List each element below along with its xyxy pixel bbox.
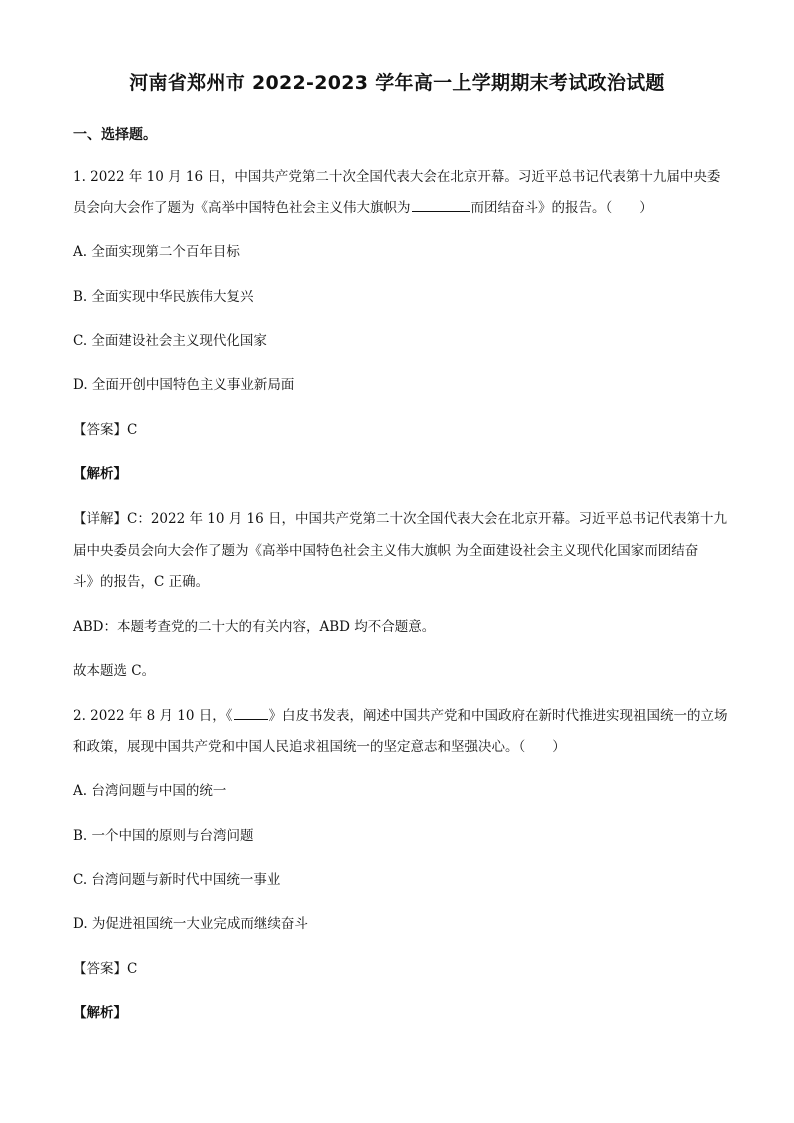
analysis-label: 【解析】	[73, 1005, 127, 1021]
question-2-option-b: B. 一个中国的原则与台湾问题	[73, 828, 254, 844]
question-2-stem-line-1	[73, 706, 733, 726]
question-1-option-b: B. 全面实现中华民族伟大复兴	[73, 289, 254, 305]
question-1-conclusion: 故本题选 C。	[73, 663, 156, 679]
question-1-blank	[412, 199, 470, 212]
question-1-detail-line-3: 斗》的报告，C 正确。	[73, 574, 210, 590]
page-title: 河南省郑州市 2022-2023 学年高一上学期期末考试政治试题	[129, 72, 665, 94]
question-2-analysis-label	[73, 1003, 733, 1023]
answer-value: C	[127, 422, 138, 438]
question-2-stem-line-2: 和政策，展现中国共产党和中国人民追求祖国统一的坚定意志和坚强决心。（ ）	[73, 739, 566, 755]
question-2-blank	[234, 707, 268, 720]
answer-value: C	[127, 961, 138, 977]
section-heading: 一、选择题。	[73, 127, 157, 143]
question-2-stem-line-1-pre: 2. 2022 年 8 月 10 日，《	[73, 708, 233, 724]
question-1-answer	[73, 420, 733, 440]
question-1-detail-line-1: 【详解】C：2022 年 10 月 16 日，中国共产党第二十次全国代表大会在北京开幕。习近平总书记代表第十九	[73, 511, 727, 527]
question-2-option-a: A. 台湾问题与中国的统一	[73, 783, 227, 799]
question-1-detail-line-2: 届中央委员会向大会作了题为《高举中国特色社会主义伟大旗帜 为全面建设社会主义现代化国家而团结奋	[73, 543, 699, 559]
question-2-answer	[73, 959, 733, 979]
question-1-detail-line-4: ABD：本题考查党的二十大的有关内容，ABD 均不合题意。	[73, 619, 436, 635]
answer-label: 【答案】	[73, 422, 127, 438]
question-1-stem-line-2-post: 而团结奋斗》的报告。（ ）	[470, 200, 653, 216]
question-2-option-d: D. 为促进祖国统一大业完成而继续奋斗	[73, 916, 308, 932]
question-1-stem-line-2	[73, 198, 733, 218]
answer-label: 【答案】	[73, 961, 127, 977]
question-1-option-a: A. 全面实现第二个百年目标	[73, 244, 240, 260]
question-1-option-c: C. 全面建设社会主义现代化国家	[73, 333, 267, 349]
question-2-option-c: C. 台湾问题与新时代中国统一事业	[73, 872, 281, 888]
question-1-analysis-label	[73, 464, 733, 484]
question-1-option-d: D. 全面开创中国特色主义事业新局面	[73, 377, 295, 393]
question-2-stem-line-1-post: 》白皮书发表，阐述中国共产党和中国政府在新时代推进实现祖国统一的立场	[268, 708, 728, 724]
question-1-stem-line-2-pre: 员会向大会作了题为《高举中国特色社会主义伟大旗帜为	[73, 200, 411, 216]
analysis-label: 【解析】	[73, 466, 127, 482]
question-1-stem-line-1: 1. 2022 年 10 月 16 日，中国共产党第二十次全国代表大会在北京开幕。习近平总书记代表第十九届中央委	[73, 169, 721, 185]
